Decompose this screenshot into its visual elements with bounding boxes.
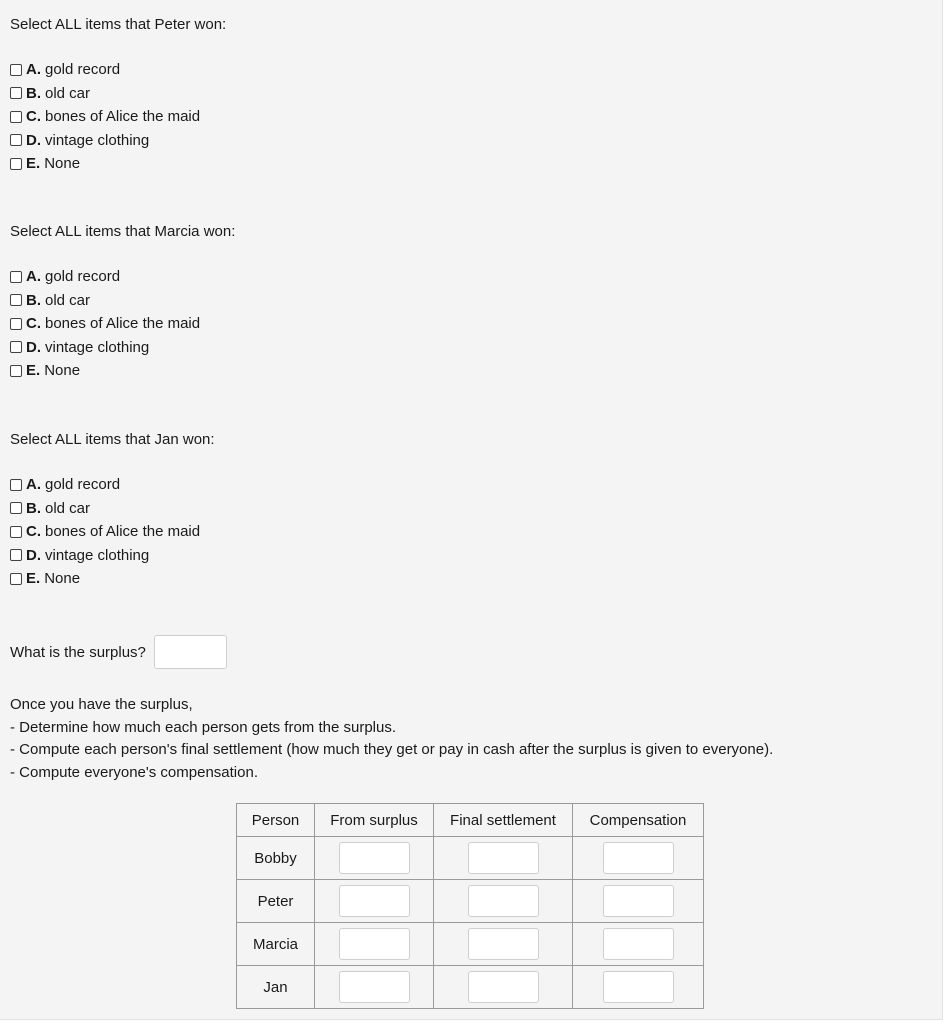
choice-list-peter [10, 58, 200, 176]
header-compensation: Compensation [573, 804, 704, 837]
from-surplus-input[interactable] [339, 928, 410, 960]
final-settlement-input[interactable] [468, 885, 539, 917]
checkbox[interactable] [10, 365, 22, 377]
compensation-input[interactable] [603, 971, 674, 1003]
instruction-line: Once you have the surplus, [10, 696, 193, 713]
checkbox[interactable] [10, 271, 22, 283]
choice-option[interactable]: A. gold record [10, 473, 200, 497]
from-surplus-input[interactable] [339, 971, 410, 1003]
checkbox[interactable] [10, 573, 22, 585]
choice-option[interactable]: C. bones of Alice the maid [10, 105, 200, 129]
compensation-input[interactable] [603, 885, 674, 917]
table-row [237, 880, 704, 923]
choice-option[interactable]: B. old car [10, 82, 200, 106]
table-header-row [237, 804, 704, 837]
choice-list-marcia [10, 265, 200, 383]
checkbox[interactable] [10, 318, 22, 330]
question-prompt-peter: Select ALL items that Peter won: [10, 16, 227, 33]
choice-list-jan [10, 473, 200, 591]
choice-option[interactable]: D. vintage clothing [10, 336, 200, 360]
checkbox[interactable] [10, 158, 22, 170]
person-name: Bobby [237, 837, 315, 880]
header-person: Person [237, 804, 315, 837]
checkbox[interactable] [10, 87, 22, 99]
from-surplus-input[interactable] [339, 842, 410, 874]
surplus-row [10, 635, 227, 669]
checkbox[interactable] [10, 479, 22, 491]
from-surplus-input[interactable] [339, 885, 410, 917]
choice-option[interactable]: B. old car [10, 289, 200, 313]
checkbox[interactable] [10, 134, 22, 146]
question-prompt-jan: Select ALL items that Jan won: [10, 431, 215, 448]
choice-option[interactable]: D. vintage clothing [10, 129, 200, 153]
instruction-line: - Determine how much each person gets from the surplus. [10, 718, 397, 736]
final-settlement-input[interactable] [468, 842, 539, 874]
checkbox[interactable] [10, 549, 22, 561]
final-settlement-input[interactable] [468, 928, 539, 960]
instructions [10, 694, 773, 784]
choice-option[interactable]: A. gold record [10, 58, 200, 82]
compensation-input[interactable] [603, 842, 674, 874]
instruction-line: - Compute everyone's compensation. [10, 763, 258, 781]
checkbox[interactable] [10, 64, 22, 76]
compensation-input[interactable] [603, 928, 674, 960]
choice-option[interactable]: A. gold record [10, 265, 200, 289]
person-name: Marcia [237, 923, 315, 966]
choice-option[interactable]: C. bones of Alice the maid [10, 520, 200, 544]
settlement-table [236, 803, 704, 1009]
table-row [237, 923, 704, 966]
checkbox[interactable] [10, 111, 22, 123]
choice-option[interactable]: B. old car [10, 497, 200, 521]
checkbox[interactable] [10, 526, 22, 538]
table-row [237, 837, 704, 880]
person-name: Jan [237, 966, 315, 1009]
person-name: Peter [237, 880, 315, 923]
question-prompt-marcia: Select ALL items that Marcia won: [10, 223, 236, 240]
surplus-label: What is the surplus? [10, 643, 146, 661]
checkbox[interactable] [10, 502, 22, 514]
final-settlement-input[interactable] [468, 971, 539, 1003]
choice-option[interactable]: E. None [10, 567, 200, 591]
choice-option[interactable]: D. vintage clothing [10, 544, 200, 568]
choice-option[interactable]: E. None [10, 359, 200, 383]
surplus-input[interactable] [154, 635, 227, 669]
header-final-settlement: Final settlement [434, 804, 573, 837]
header-from-surplus: From surplus [315, 804, 434, 837]
checkbox[interactable] [10, 341, 22, 353]
choice-option[interactable]: C. bones of Alice the maid [10, 312, 200, 336]
checkbox[interactable] [10, 294, 22, 306]
table-row [237, 966, 704, 1009]
instruction-line: - Compute each person's final settlement (how much they get or pay in cash after the surplus is given to everyone). [10, 741, 774, 758]
choice-option[interactable]: E. None [10, 152, 200, 176]
